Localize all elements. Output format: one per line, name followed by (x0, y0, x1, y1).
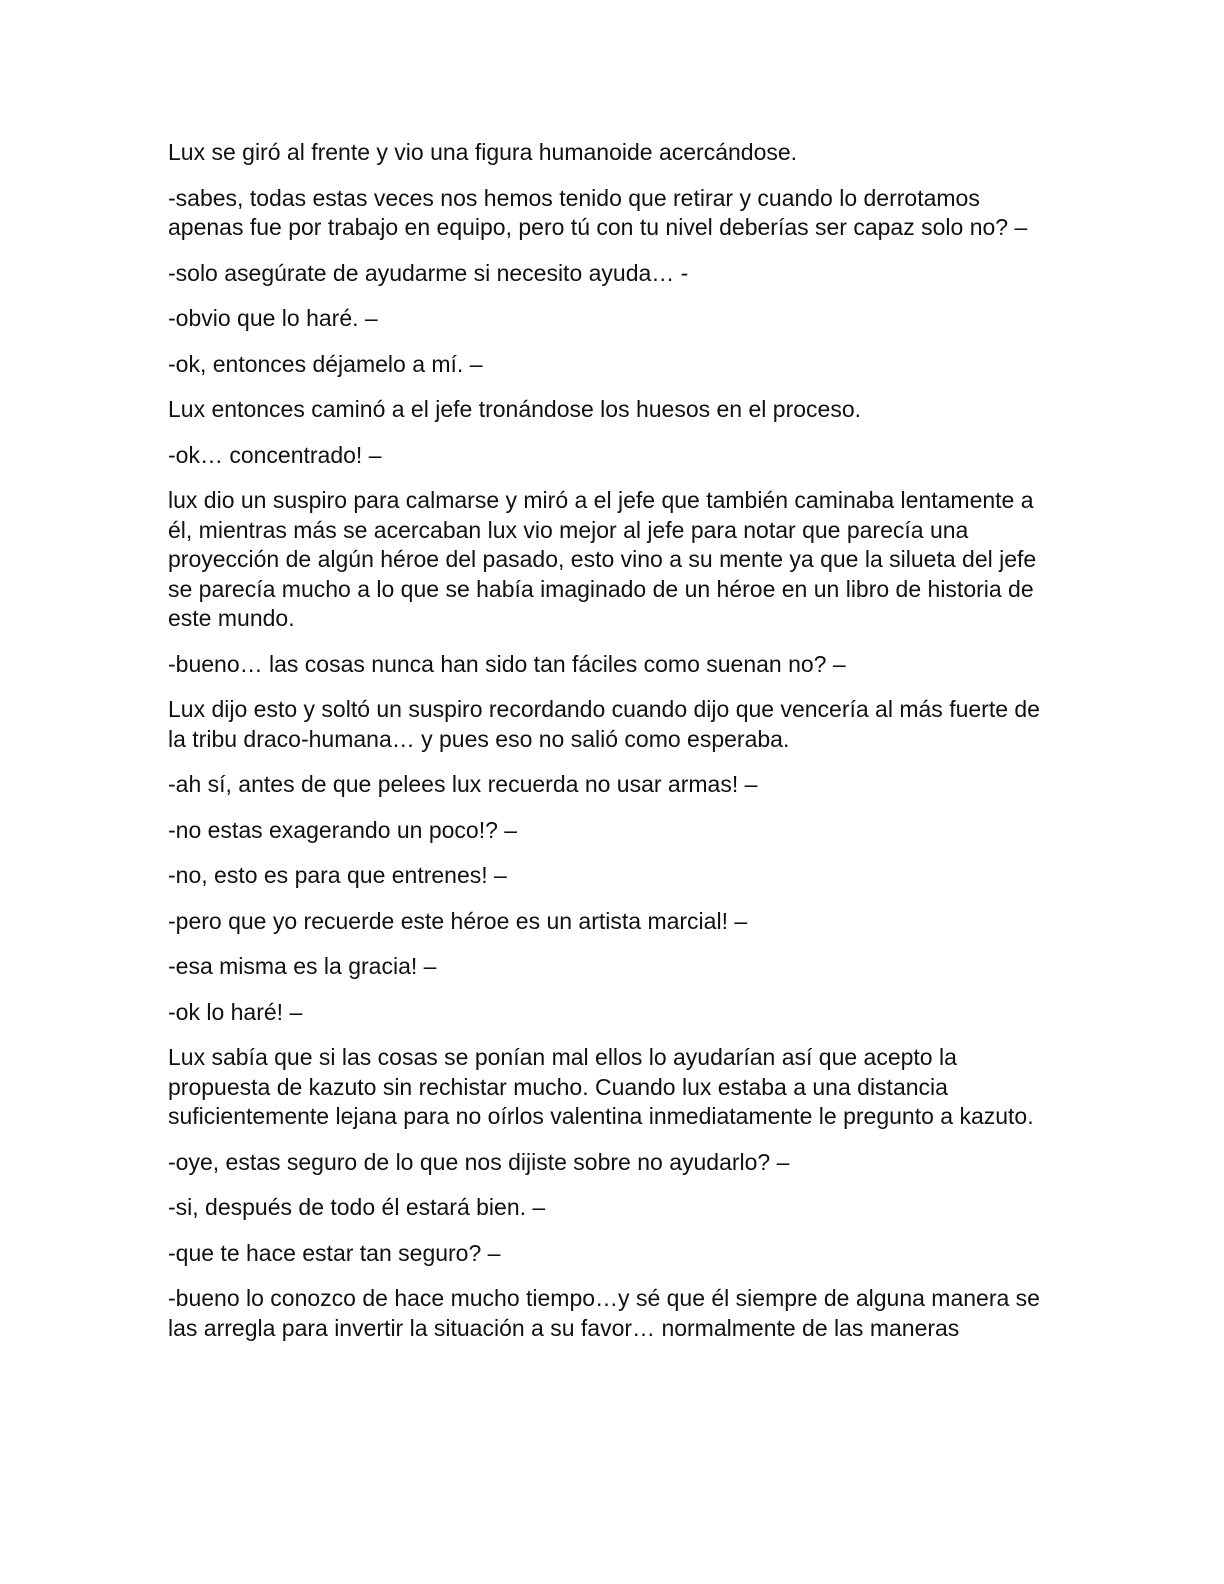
paragraph-11: -ah sí, antes de que pelees lux recuerda no usar armas! – (168, 771, 758, 797)
paragraph-9: -bueno… las cosas nunca han sido tan fáciles como suenan no? – (168, 650, 846, 677)
paragraph-20: -que te hace estar tan seguro? – (168, 1239, 501, 1266)
paragraph-19: -si, después de todo él estará bien. – (168, 1194, 546, 1220)
paragraph-6: Lux entonces caminó a el jefe tronándose los huesos en el proceso. (168, 396, 861, 422)
paragraph-15: -esa misma es la gracia! – (168, 953, 437, 979)
paragraph-12: -no estas exagerando un poco!? – (168, 816, 518, 843)
paragraph-4: -obvio que lo haré. – (168, 305, 378, 331)
paragraph-5: -ok, entonces déjamelo a mí. – (168, 350, 483, 377)
paragraph-8: lux dio un suspiro para calmarse y miró a el jefe que también caminaba lentamente a él, mientras más se acercaban lux vio mejor al jefe para notar que parecía una proyección de algún héroe del pasado, esto vino a su mente ya que la silueta del jefe se parecía mucho a lo que se había imaginado de un héroe en un libro de historia de este mundo. (168, 487, 1037, 631)
paragraph-3: -solo asegúrate de ayudarme si necesito ayuda… - (168, 259, 689, 286)
paragraph-16: -ok lo haré! – (168, 998, 303, 1025)
paragraph-21: -bueno lo conozco de hace mucho tiempo…y sé que él siempre de alguna manera se las arregla para invertir la situación a su favor… normalmente de las maneras (168, 1285, 1040, 1341)
paragraph-10: Lux dijo esto y soltó un suspiro recordando cuando dijo que vencería al más fuerte de la tribu draco-humana… y pues eso no salió como esperaba. (168, 696, 1040, 752)
paragraph-7: -ok… concentrado! – (168, 441, 382, 468)
paragraph-18: -oye, estas seguro de lo que nos dijiste sobre no ayudarlo? – (168, 1148, 790, 1175)
paragraph-2: -sabes, todas estas veces nos hemos tenido que retirar y cuando lo derrotamos apenas fue por trabajo en equipo, pero tú con tu nivel deberías ser capaz solo no? – (168, 184, 1028, 240)
paragraph-17: Lux sabía que si las cosas se ponían mal ellos lo ayudarían así que acepto la propuesta de kazuto sin rechistar mucho. Cuando lux estaba a una distancia suficientemente lejana para no oírlos valentina inmediatamente le pregunto a kazuto. (168, 1044, 1034, 1129)
document-page (168, 138, 1058, 1359)
paragraph-1: Lux se giró al frente y vio una figura humanoide acercándose. (168, 139, 798, 165)
paragraph-13: -no, esto es para que entrenes! – (168, 862, 507, 888)
paragraph-14: -pero que yo recuerde este héroe es un artista marcial! – (168, 907, 748, 934)
